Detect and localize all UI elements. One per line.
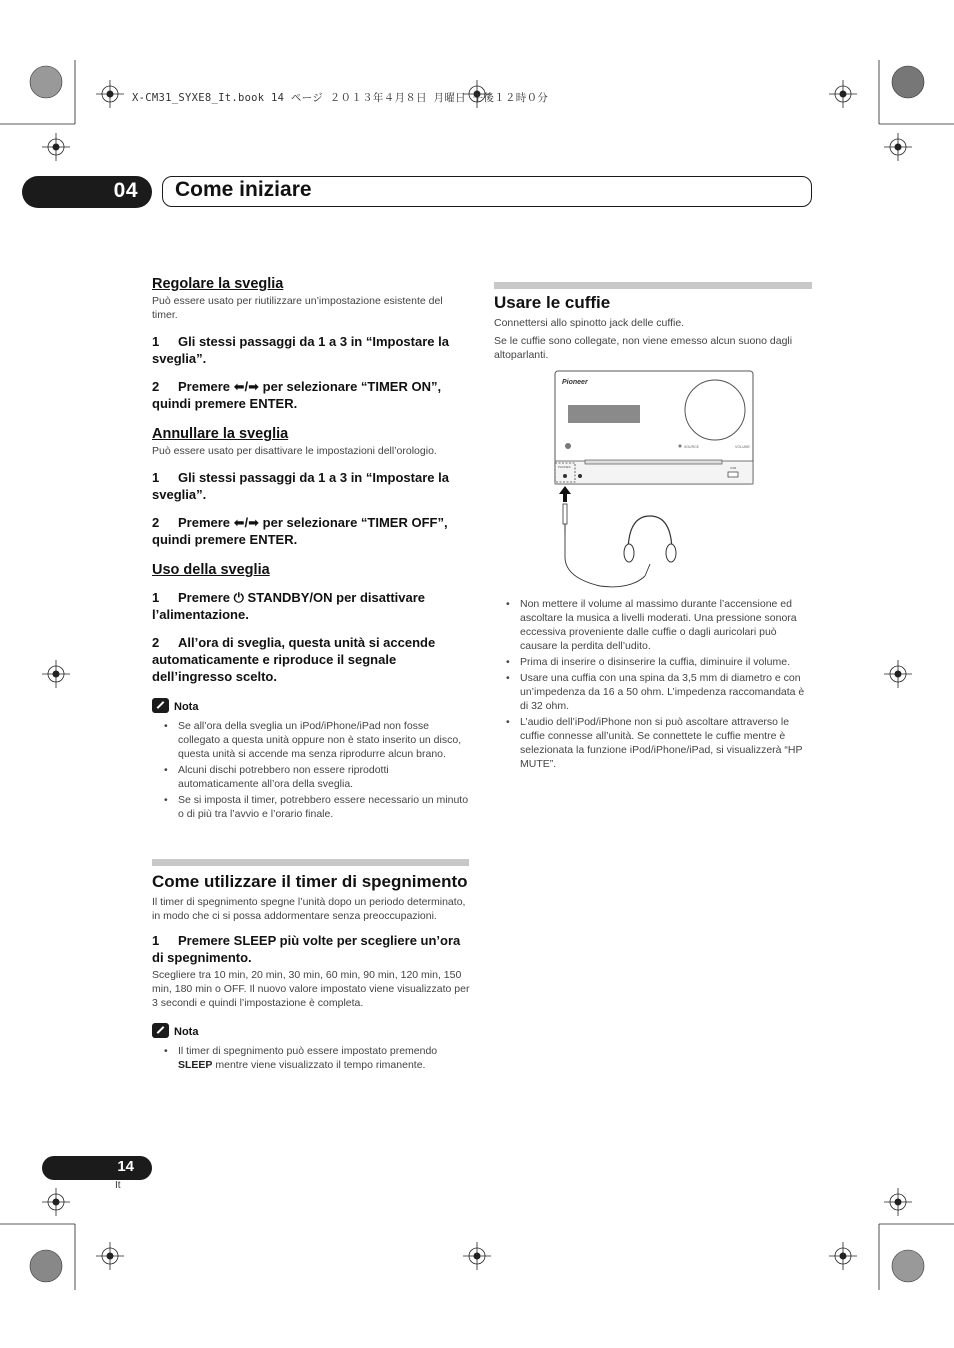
step-number: 2 (152, 379, 160, 394)
step-text: Premere SLEEP più volte per scegliere un’ora di spegnimento. (152, 933, 461, 965)
print-header: X-CM31_SYXE8_It.book 14 ページ ２０１３年４月８日 月曜日 午後１２時０分 (132, 92, 549, 104)
headphone-cable (565, 533, 645, 587)
regolare-step-2 (152, 378, 470, 412)
label-usb: USB (730, 466, 737, 470)
section-divider-bar (152, 859, 469, 866)
annullare-step-2 (152, 514, 470, 548)
label-source: SOURCE (684, 445, 699, 449)
chapter-number: 04 (113, 179, 138, 202)
step-number: 1 (152, 470, 160, 485)
annullare-title: Annullare la sveglia (152, 426, 289, 442)
step-number: 1 (152, 334, 160, 349)
arrow-up-icon (559, 486, 571, 502)
bullet-item: • Usare una cuffia con una spina da 3,5 mm di diametro e con un’impedenza da 16 a 50 ohm. L’impedenza raccomandata è di 32 ohm. (494, 671, 814, 713)
regolare-step-1 (152, 333, 470, 367)
cuffie-bullets (494, 597, 814, 773)
phones-jack (563, 474, 567, 478)
annullare-step-1 (152, 469, 470, 503)
note-item: • Se si imposta il timer, potrebbero essere necessario un minuto o di più tra l’avvio e l’orario finale. (152, 793, 470, 821)
timer-title: Come utilizzare il timer di spegnimento (152, 872, 468, 891)
note-text-post: mentre viene visualizzato il tempo rimanente. (215, 1059, 426, 1071)
note-item (152, 1044, 470, 1072)
step-text: Premere ⬅/➡ per selezionare “TIMER OFF”, quindi premere ENTER. (152, 515, 448, 547)
left-column (152, 276, 470, 823)
step-text: Gli stessi passaggi da 1 a 3 in “Impostare la sveglia”. (152, 334, 449, 366)
timer-step-1 (152, 932, 470, 966)
label-volume: VOLUME (735, 445, 750, 449)
timer-intro: Il timer di spegnimento spegne l’unità dopo un periodo determinato, in modo che ci si possa addormentare senza preoccupazioni. (152, 896, 466, 922)
section-divider-bar (494, 282, 812, 289)
bullet-item: • L’audio dell’iPod/iPhone non si può ascoltare attraverso le cuffie connesse all’unità. Se connettete le cuffie mentre è selezionata la funzione iPod/iPhone/iPad, si visualizzerà “HP MUTE”. (494, 715, 814, 771)
step-text: Premere ⏻ STANDBY/ON per disattivare l’alimentazione. (152, 590, 426, 622)
timer-detail: Scegliere tra 10 min, 20 min, 30 min, 60 min, 90 min, 120 min, 150 min, 180 min o OFF. Il nuovo valore impostato viene visualizzato per 3 secondi e quindi l’impostazione è completa. (152, 969, 470, 1009)
step-number: 2 (152, 635, 160, 650)
cuffie-title: Usare le cuffie (494, 293, 611, 312)
step-text: Premere ⬅/➡ per selezionare “TIMER ON”, quindi premere ENTER. (152, 379, 442, 411)
chapter-title-box (162, 176, 812, 207)
uso-notes (152, 719, 470, 821)
label-phones: PHONES (558, 465, 571, 469)
regolare-title: Regolare la sveglia (152, 276, 284, 292)
annullare-intro: Può essere usato per disattivare le impostazioni dell’orologio. (152, 445, 437, 457)
note-label: Nota (174, 701, 199, 713)
note-label: Nota (174, 1026, 199, 1038)
cuffie-p2: Se le cuffie sono collegate, non viene emesso alcun suono dagli altoparlanti. (494, 335, 793, 361)
chapter-tab (22, 176, 152, 208)
uso-title: Uso della sveglia (152, 562, 270, 578)
step-number: 1 (152, 933, 160, 948)
cuffie-bullet-list (494, 597, 814, 771)
volume-knob (685, 380, 745, 440)
right-column (494, 292, 812, 362)
bullet-item: • Non mettere il volume al massimo durante l’accensione ed ascoltare la musica a livelli moderati. Una pressione sonora eccessiva proveniente dalle cuffie o dagli auricolari può causare la perdita dell’udito. (494, 597, 814, 653)
page-number-tab (42, 1156, 152, 1180)
uso-step-2 (152, 634, 470, 685)
headphones-connection-illustration (550, 368, 760, 590)
cuffie-p1: Connettersi allo spinotto jack delle cuffie. (494, 317, 685, 329)
note-text-pre: Il timer di spegnimento può essere impostato premendo (178, 1045, 438, 1057)
bullet-item: • Prima di inserire o disinserire la cuffia, diminuire il volume. (494, 655, 814, 669)
regolare-intro: Può essere usato per riutilizzare un’impostazione esistente del timer. (152, 295, 443, 321)
usb-port (728, 472, 738, 477)
timer-note-header (152, 1022, 470, 1040)
uso-step-1 (152, 589, 470, 623)
chapter-title: Come iniziare (175, 178, 312, 201)
step-text: Gli stessi passaggi da 1 a 3 in “Impostare la sveglia”. (152, 470, 449, 502)
page-language: It (115, 1180, 121, 1191)
disc-slot (585, 460, 722, 464)
note-icon (152, 1023, 169, 1038)
step-number: 2 (152, 515, 160, 530)
device-brand-logo: Pioneer (562, 379, 588, 386)
note-icon (152, 698, 169, 713)
step-number: 1 (152, 590, 160, 605)
note-item: • Alcuni dischi potrebbero non essere riprodotti automaticamente all’ora della sveglia. (152, 763, 470, 791)
note-item: • Se all’ora della sveglia un iPod/iPhone/iPad non fosse collegato a questa unità oppure non è stato inserito un disco, questa unità si accende ma senza riprodurre alcun brano. (152, 719, 470, 761)
uso-note-header (152, 697, 470, 715)
note-key: SLEEP (178, 1059, 213, 1071)
device-display (568, 405, 640, 423)
headphones-icon (628, 516, 672, 553)
timer-section (152, 871, 470, 1074)
timer-notes (152, 1044, 470, 1072)
power-indicator (565, 443, 571, 449)
step-text: All’ora di sveglia, questa unità si accende automaticamente e riproduce il segnale dell’ingresso scelto. (152, 635, 436, 684)
page-number: 14 (117, 1158, 134, 1175)
